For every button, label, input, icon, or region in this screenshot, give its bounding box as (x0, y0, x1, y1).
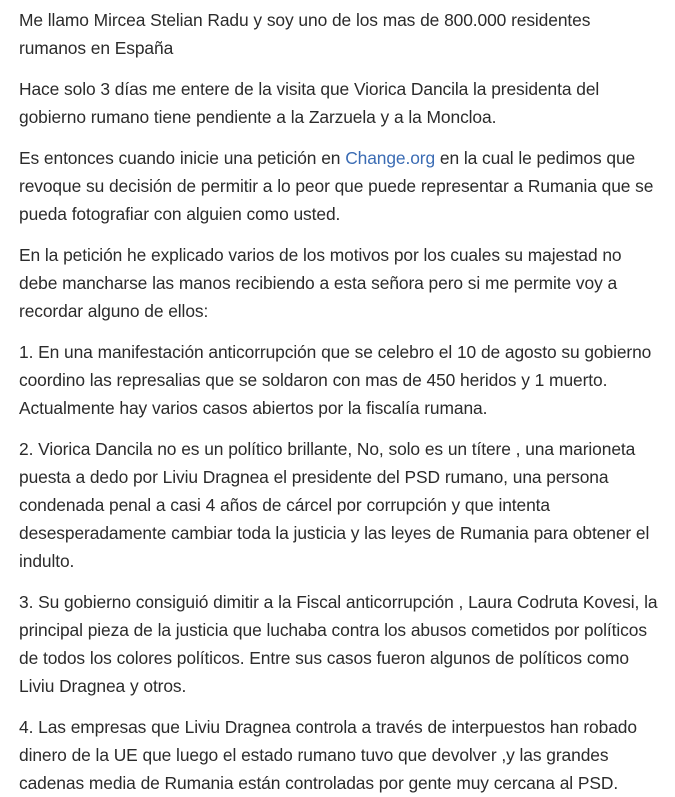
change-org-link[interactable]: Change.org (345, 148, 436, 168)
paragraph-peticion-text-before: Es entonces cuando inicie una petición en (19, 148, 346, 168)
paragraph-punto-3: 3. Su gobierno consiguió dimitir a la Fiscal anticorrupción , Laura Codruta Kovesi, la principal pieza de la justicia que luchaba contra los abusos cometidos por políticos de todos los colores políticos. Entre sus casos fueron algunos de políticos como Liviu Dragnea y otros. (19, 592, 658, 696)
paragraph-punto-1: 1. En una manifestación anticorrupción que se celebro el 10 de agosto su gobierno coordino las represalias que se soldaron con mas de 450 heridos y 1 muerto. Actualmente hay varios casos abiertos por la fiscalía rumana. (19, 342, 652, 418)
paragraph-punto-2: 2. Viorica Dancila no es un político brillante, No, solo es un títere , una marioneta puesta a dedo por Liviu Dragnea el presidente del PSD rumano, una persona condenada penal a casi 4 años de cárcel por corrupción y que intenta desesperadamente cambiar toda la justicia y las leyes de Rumania para obtener el indulto. (19, 439, 650, 571)
paragraph-visita: Hace solo 3 días me entere de la visita que Viorica Dancila la presidenta del gobierno rumano tiene pendiente a la Zarzuela y a la Moncloa. (19, 79, 600, 127)
paragraph-intro: Me llamo Mircea Stelian Radu y soy uno de los mas de 800.000 residentes rumanos en España (19, 10, 591, 58)
paragraph-peticion-text-after: en la cual le pedimos que revoque su decisión de permitir a lo peor que puede representar a Rumania que se pueda fotografiar con alguien como usted. (19, 148, 654, 224)
paragraph-peticion (19, 144, 661, 228)
paragraph-punto-4: 4. Las empresas que Liviu Dragnea controla a través de interpuestos han robado dinero de la UE que luego el estado rumano tuvo que devolver ,y las grandes cadenas media de Rumania están controladas por gente muy cercana al PSD. (19, 717, 637, 793)
paragraph-motivos: En la petición he explicado varios de los motivos por los cuales su majestad no debe mancharse las manos recibiendo a esta señora pero si me permite voy a recordar alguno de ellos: (19, 245, 622, 321)
